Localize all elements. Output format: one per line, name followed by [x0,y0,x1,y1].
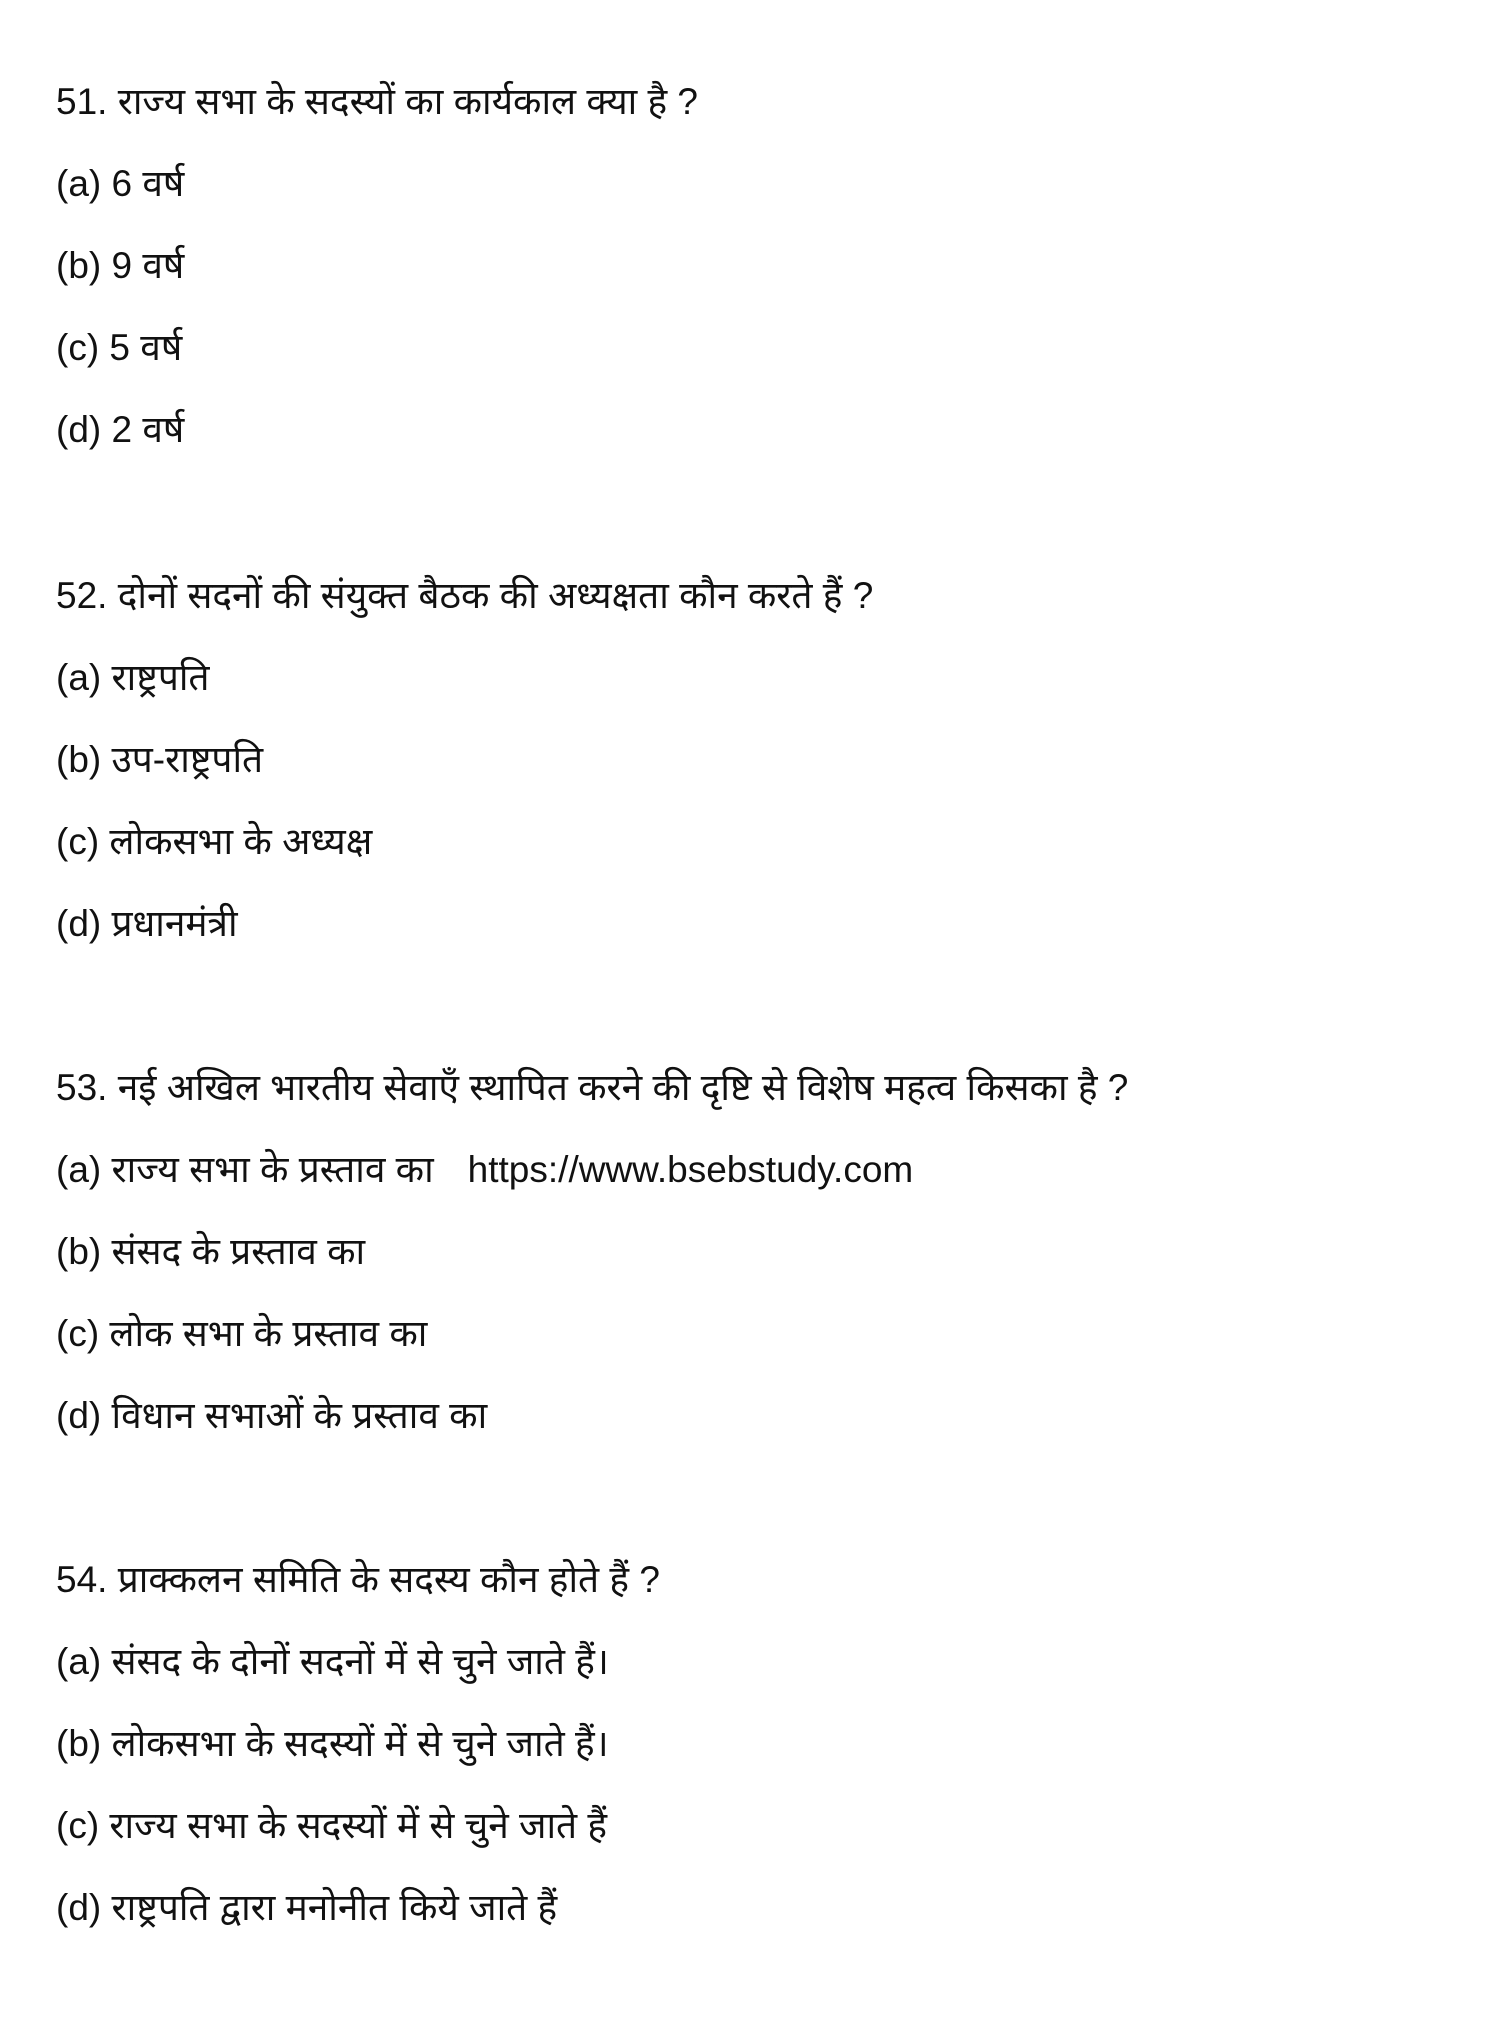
option-c: (c) 5 वर्ष [56,327,183,368]
watermark-url: https://www.bsebstudy.com [467,1149,914,1190]
option-a: (a) राज्य सभा के प्रस्ताव का [56,1149,434,1190]
option-d: (d) 2 वर्ष [56,409,185,450]
option-b: (b) लोकसभा के सदस्यों में से चुने जाते हैं। [56,1723,609,1764]
option-b: (b) 9 वर्ष [56,245,185,286]
option-d: (d) प्रधानमंत्री [56,903,238,944]
option-a: (a) संसद के दोनों सदनों में से चुने जाते हैं। [56,1641,609,1682]
option-c: (c) राज्य सभा के सदस्यों में से चुने जाते हैं [56,1805,608,1846]
option-a-row [56,1148,913,1192]
question-text: 51. राज्य सभा के सदस्यों का कार्यकाल क्या है ? [56,81,699,122]
question-text: 53. नई अखिल भारतीय सेवाएँ स्थापित करने की दृष्टि से विशेष महत्व किसका है ? [56,1067,1129,1108]
option-d: (d) राष्ट्रपति द्वारा मनोनीत किये जाते हैं [56,1887,558,1928]
option-a: (a) राष्ट्रपति [56,657,210,698]
option-a: (a) 6 वर्ष [56,163,185,204]
option-c: (c) लोक सभा के प्रस्ताव का [56,1313,428,1354]
question-text: 54. प्राक्कलन समिति के सदस्य कौन होते हैं ? [56,1559,660,1600]
option-c: (c) लोकसभा के अध्यक्ष [56,821,373,862]
option-b: (b) उप-राष्ट्रपति [56,739,264,780]
question-text: 52. दोनों सदनों की संयुक्त बैठक की अध्यक्षता कौन करते हैं ? [56,575,874,616]
option-d: (d) विधान सभाओं के प्रस्ताव का [56,1395,488,1436]
option-b: (b) संसद के प्रस्ताव का [56,1231,366,1272]
